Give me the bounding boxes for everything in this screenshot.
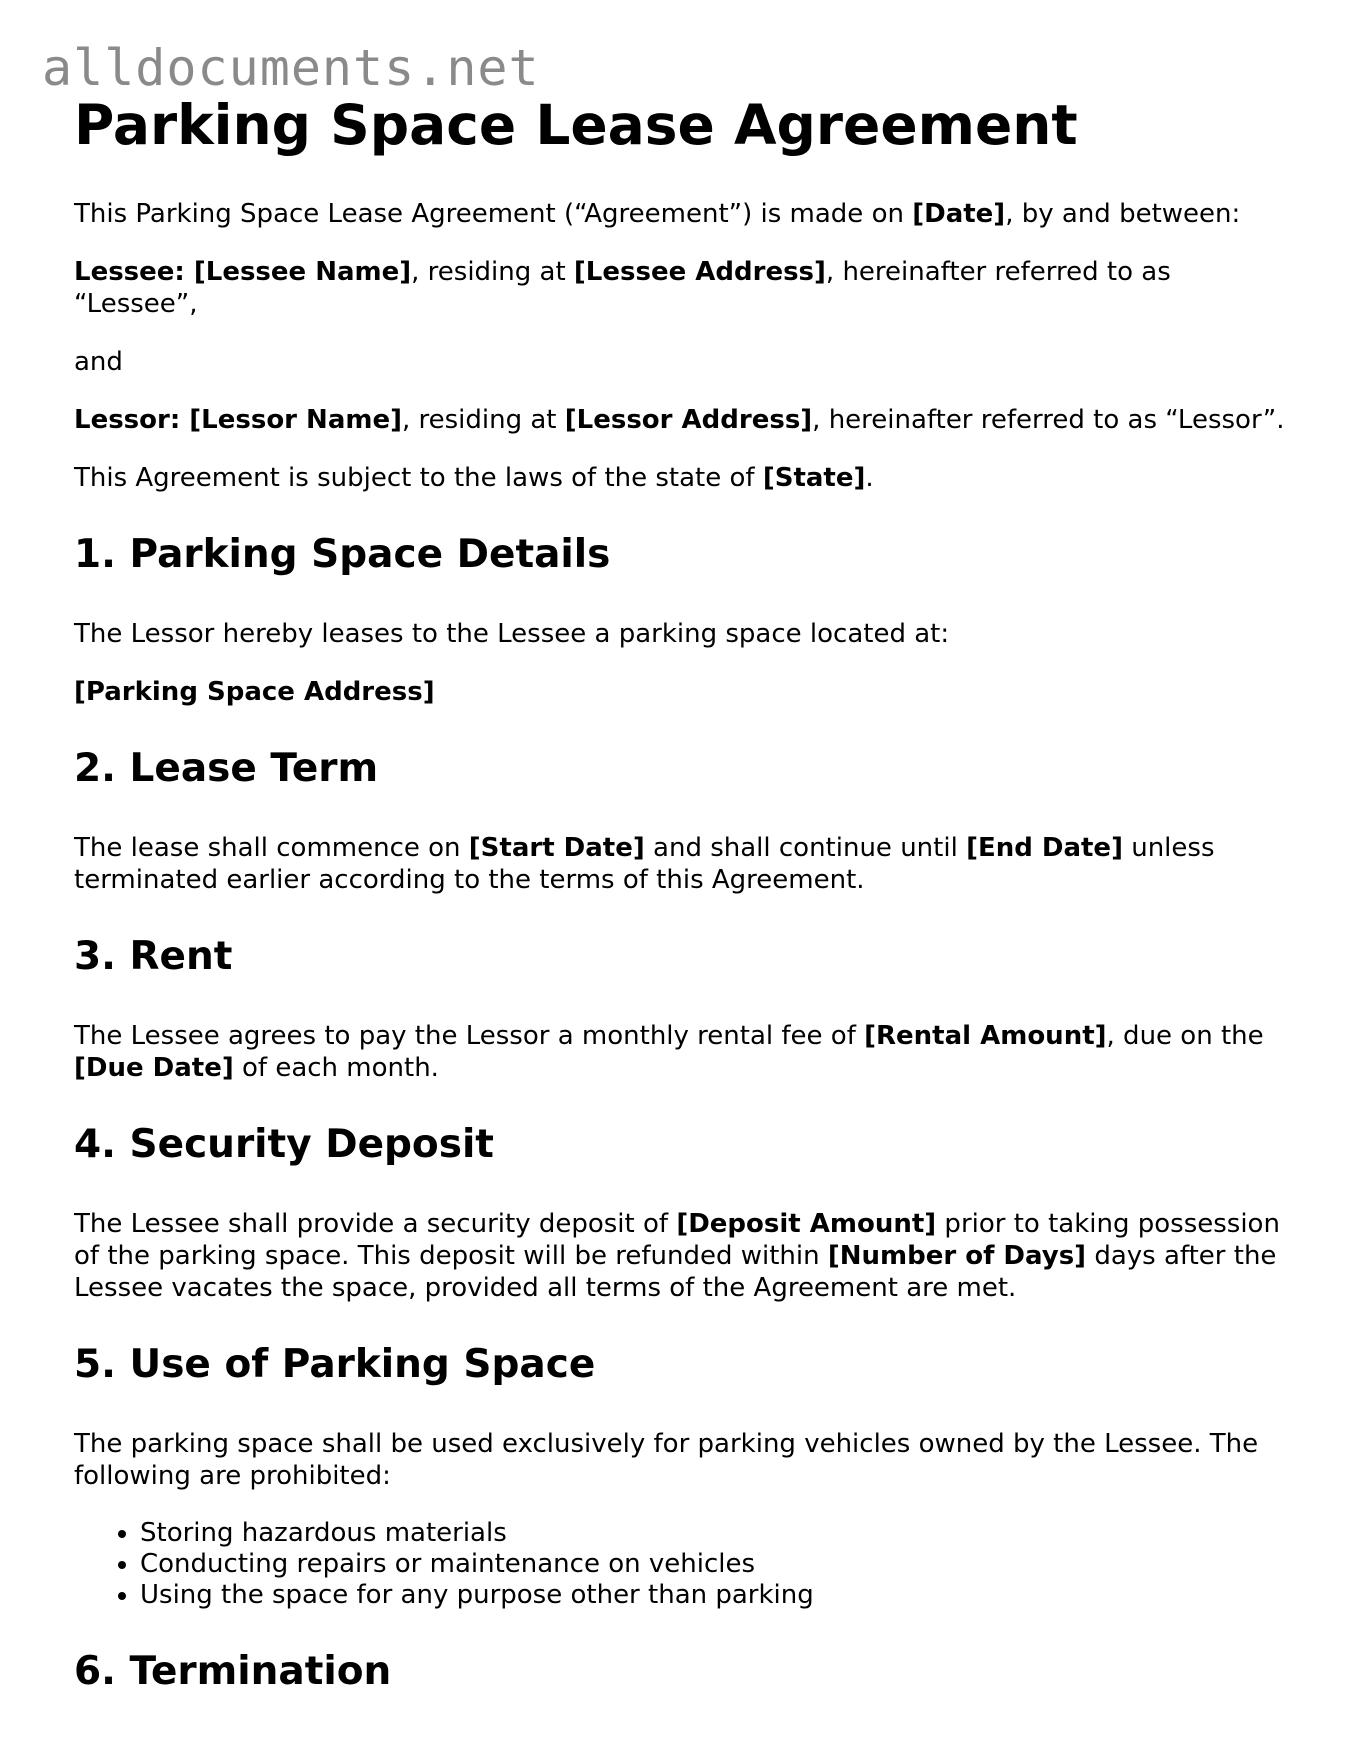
date-placeholder: [Date]	[912, 199, 1006, 229]
law-text-end: .	[865, 463, 874, 493]
lessee-residing: , residing at	[411, 257, 574, 287]
intro-text-end: , by and between:	[1005, 199, 1241, 229]
and-paragraph: and	[74, 347, 123, 377]
parking-address-placeholder: [Parking Space Address]	[74, 677, 435, 707]
intro-text: This Parking Space Lease Agreement (“Agreement”) is made on	[74, 199, 913, 229]
prohibited-list	[74, 1518, 1294, 1611]
rent-text-1: The Lessee agrees to pay the Lessor a monthly rental fee of	[74, 1021, 865, 1051]
start-date-placeholder: [Start Date]	[468, 833, 645, 863]
law-text: This Agreement is subject to the laws of the state of	[74, 463, 763, 493]
section-heading-termination: 6. Termination	[74, 1649, 392, 1694]
rent-text-3: of each month.	[233, 1053, 439, 1083]
deposit-text-1: The Lessee shall provide a security deposit of	[74, 1209, 677, 1239]
state-placeholder: [State]	[762, 463, 866, 493]
watermark: alldocuments.net	[42, 39, 540, 97]
lessor-residing: , residing at	[401, 405, 565, 435]
deposit-text-3: days after the Lessee vacates the space, provided all terms of the Agreement are met.	[74, 1241, 1277, 1303]
list-item: • Storing hazardous materials	[140, 1518, 1294, 1549]
use-paragraph: The parking space shall be used exclusively for parking vehicles owned by the Lessee. The following are prohibited:	[74, 1429, 1259, 1491]
lessee-paragraph	[74, 256, 1294, 320]
section-heading-rent: 3. Rent	[74, 934, 233, 979]
due-date-placeholder: [Due Date]	[74, 1053, 234, 1083]
rent-text-2: , due on the	[1106, 1021, 1264, 1051]
section-heading-use-of-parking: 5. Use of Parking Space	[74, 1342, 596, 1387]
lease-term-text-1: The lease shall commence on	[74, 833, 469, 863]
law-paragraph	[74, 462, 1294, 494]
list-item: • Using the space for any purpose other than parking	[140, 1580, 1294, 1611]
lessor-text-end: , hereinafter referred to as “Lessor”.	[812, 405, 1285, 435]
lease-term-text-2: and shall continue until	[644, 833, 967, 863]
intro-paragraph	[74, 198, 1294, 230]
lessee-label: Lessee: [Lessee Name]	[74, 257, 412, 287]
lessor-label: Lessor: [Lessor Name]	[74, 405, 402, 435]
number-of-days-placeholder: [Number of Days]	[827, 1241, 1087, 1271]
lessor-paragraph	[74, 404, 1294, 436]
document	[74, 92, 1294, 1735]
section-heading-security-deposit: 4. Security Deposit	[74, 1122, 494, 1167]
parking-address-paragraph	[74, 676, 1294, 708]
end-date-placeholder: [End Date]	[966, 833, 1123, 863]
section-heading-lease-term: 2. Lease Term	[74, 746, 379, 791]
lessor-address: [Lessor Address]	[564, 405, 813, 435]
section-heading-parking-details: 1. Parking Space Details	[74, 532, 611, 577]
lease-term-text-3: unless terminated earlier according to the terms of this Agreement.	[74, 833, 1215, 895]
lessee-address: [Lessee Address]	[573, 257, 826, 287]
deposit-paragraph	[74, 1208, 1294, 1304]
deposit-amount-placeholder: [Deposit Amount]	[676, 1209, 937, 1239]
rent-paragraph	[74, 1020, 1294, 1084]
list-item: • Conducting repairs or maintenance on vehicles	[140, 1549, 1294, 1580]
document-title: Parking Space Lease Agreement	[74, 93, 1078, 157]
rental-amount-placeholder: [Rental Amount]	[864, 1021, 1107, 1051]
lease-term-paragraph	[74, 832, 1294, 896]
parking-details-text: The Lessor hereby leases to the Lessee a parking space located at:	[74, 619, 950, 649]
deposit-text-2: prior to taking possession of the parking space. This deposit will be refunded within	[74, 1209, 1280, 1271]
lessee-text-end: , hereinafter referred to as “Lessee”,	[74, 257, 1171, 319]
